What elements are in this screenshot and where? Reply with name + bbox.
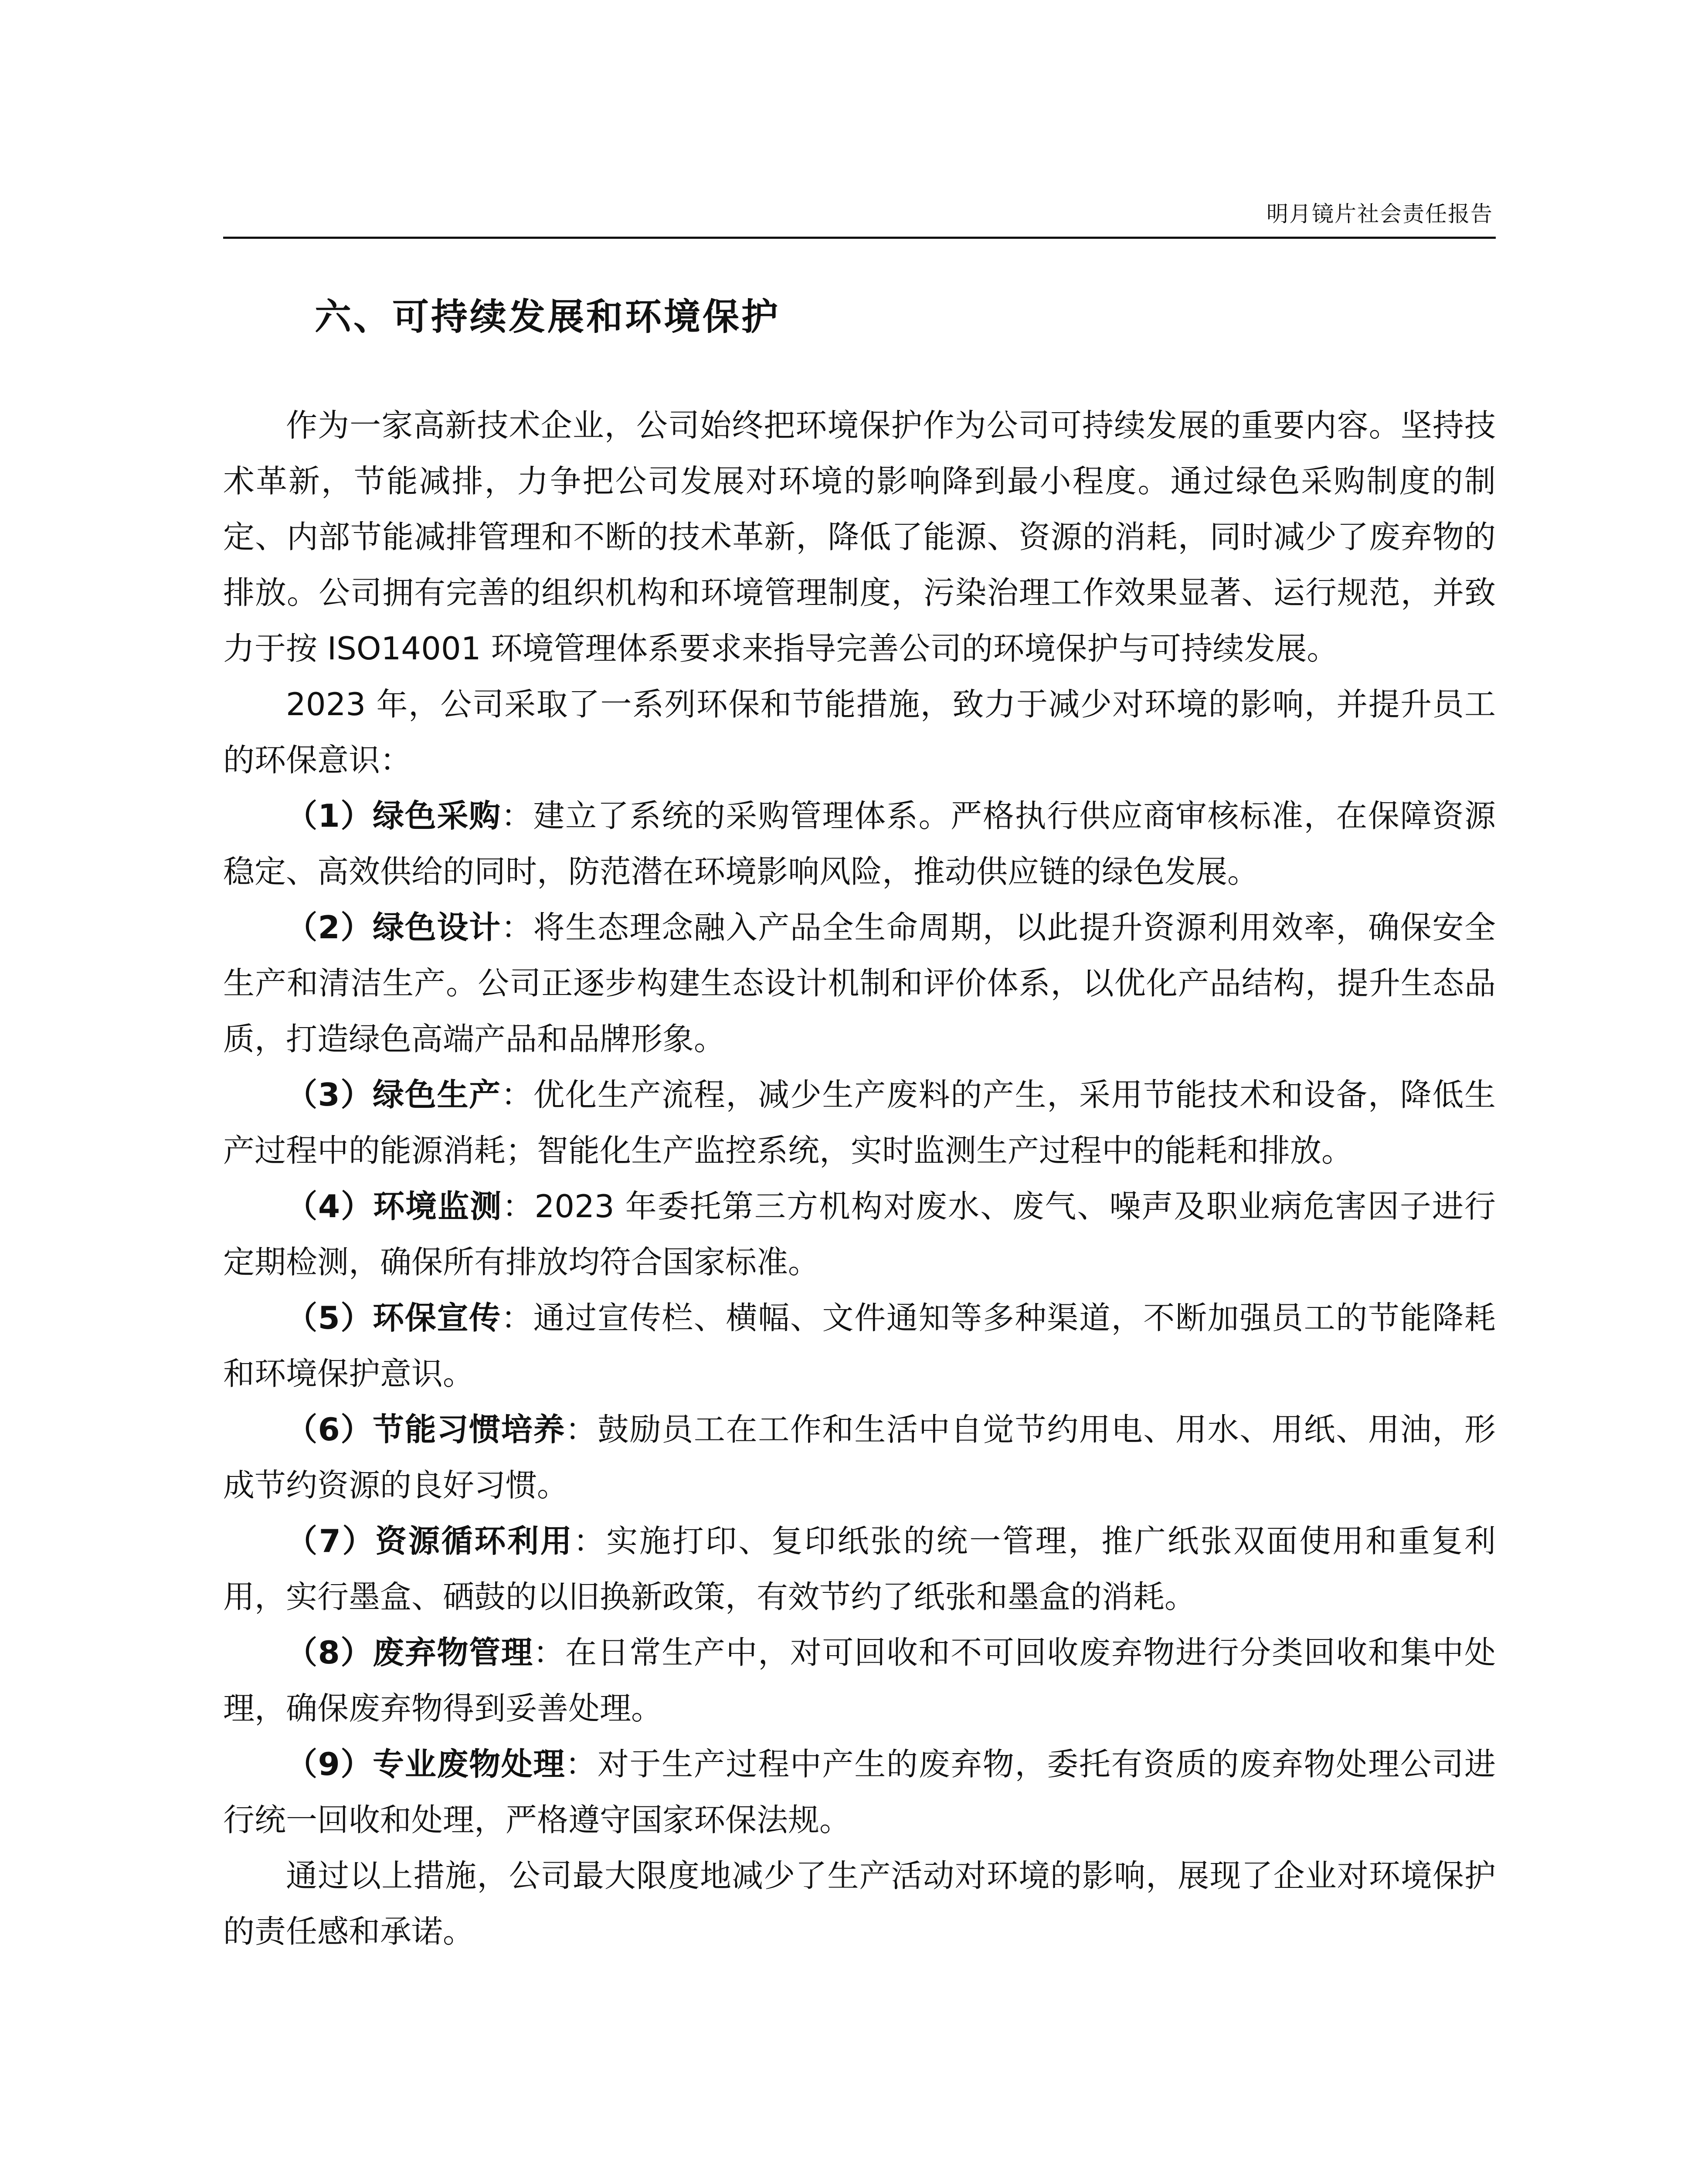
intro-paragraph: 作为一家高新技术企业，公司始终把环境保护作为公司可持续发展的重要内容。坚持技术革新，节能减排，力争把公司发展对环境的影响降到最小程度。通过绿色采购制度的制定、内部节能减排管理和不断的技术革新，降低了能源、资源的消耗，同时减少了废弃物的排放。公司拥有完善的组织机构和环境管理制度，污染治理工作效果显著、运行规范，并致力于按 ISO14001 环境管理体系要求来指导完善公司的环境保护与可持续发展。: [223, 407, 1496, 667]
measure-text: ：优化生产流程，减少生产废料的产生，采用节能技术和设备，降低生产过程中的能源消耗；智能化生产监控系统，实时监测生产过程中的能耗和排放。: [223, 1076, 1496, 1169]
measure-title: 废弃物管理: [373, 1634, 533, 1671]
measure-number: （9）: [286, 1746, 373, 1782]
measure-item: [223, 1290, 1496, 1402]
measure-text: ：鼓励员工在工作和生活中自觉节约用电、用水、用纸、用油，形成节约资源的良好习惯。: [223, 1411, 1496, 1504]
measure-number: （5）: [286, 1300, 373, 1336]
measure-item: [223, 1513, 1496, 1625]
measure-text: ：实施打印、复印纸张的统一管理，推广纸张双面使用和重复利用，实行墨盒、硒鼓的以旧换新政策，有效节约了纸张和墨盒的消耗。: [223, 1523, 1496, 1615]
measure-heading: [286, 1523, 574, 1559]
measure-item: [223, 899, 1496, 1067]
measure-title: 节能习惯培养: [373, 1411, 566, 1448]
measure-item: [223, 1625, 1496, 1736]
measure-number: （7）: [286, 1523, 376, 1559]
measure-heading: [286, 798, 501, 834]
measure-title: 绿色生产: [373, 1076, 501, 1113]
measure-heading: [286, 1188, 502, 1225]
measure-text: ：建立了系统的采购管理体系。严格执行供应商审核标准，在保障资源稳定、高效供给的同时，防范潜在环境影响风险，推动供应链的绿色发展。: [223, 798, 1496, 890]
measure-heading: [286, 1634, 533, 1671]
measure-heading: [286, 1076, 501, 1113]
measure-item: [223, 1736, 1496, 1848]
measure-number: （6）: [286, 1411, 373, 1448]
measure-number: （8）: [286, 1634, 373, 1671]
measure-title: 绿色采购: [373, 798, 501, 834]
measure-text: ：2023 年委托第三方机构对废水、废气、噪声及职业病危害因子进行定期检测，确保所有排放均符合国家标准。: [223, 1188, 1496, 1280]
measure-item: [223, 1178, 1496, 1290]
measure-title: 资源循环利用: [375, 1523, 574, 1559]
measure-text: ：通过宣传栏、横幅、文件通知等多种渠道，不断加强员工的节能降耗和环境保护意识。: [223, 1300, 1496, 1392]
measure-title: 环保宣传: [373, 1300, 501, 1336]
measure-text: ：对于生产过程中产生的废弃物，委托有资质的废弃物处理公司进行统一回收和处理，严格遵守国家环保法规。: [223, 1746, 1496, 1838]
measure-text: ：将生态理念融入产品全生命周期，以此提升资源利用效率，确保安全生产和清洁生产。公司正逐步构建生态设计机制和评价体系，以优化产品结构，提升生态品质，打造绿色高端产品和品牌形象。: [223, 909, 1496, 1057]
measure-number: （3）: [286, 1076, 373, 1113]
measure-heading: [286, 909, 501, 946]
running-header: 明月镜片社会责任报告: [1267, 201, 1493, 227]
measure-item: [223, 1402, 1496, 1513]
measure-heading: [286, 1746, 565, 1782]
measure-title: 专业废物处理: [373, 1746, 566, 1782]
conclusion-paragraph: 通过以上措施，公司最大限度地减少了生产活动对环境的影响，展现了企业对环境保护的责任感和承诺。: [223, 1857, 1496, 1950]
measure-text: ：在日常生产中，对可回收和不可回收废弃物进行分类回收和集中处理，确保废弃物得到妥善处理。: [223, 1634, 1496, 1727]
measure-number: （4）: [286, 1188, 374, 1225]
lead-paragraph: 2023 年，公司采取了一系列环保和节能措施，致力于减少对环境的影响，并提升员工的环保意识：: [223, 686, 1496, 778]
measure-title: 绿色设计: [373, 909, 501, 946]
measure-item: [223, 788, 1496, 899]
measure-number: （1）: [286, 798, 373, 834]
measure-title: 环境监测: [373, 1188, 503, 1225]
body-text: [223, 397, 1496, 1959]
header-divider: [223, 237, 1496, 239]
measure-number: （2）: [286, 909, 373, 946]
measure-item: [223, 1067, 1496, 1178]
measure-heading: [286, 1411, 565, 1448]
measure-heading: [286, 1300, 501, 1336]
section-title: 六、可持续发展和环境保护: [315, 295, 781, 338]
